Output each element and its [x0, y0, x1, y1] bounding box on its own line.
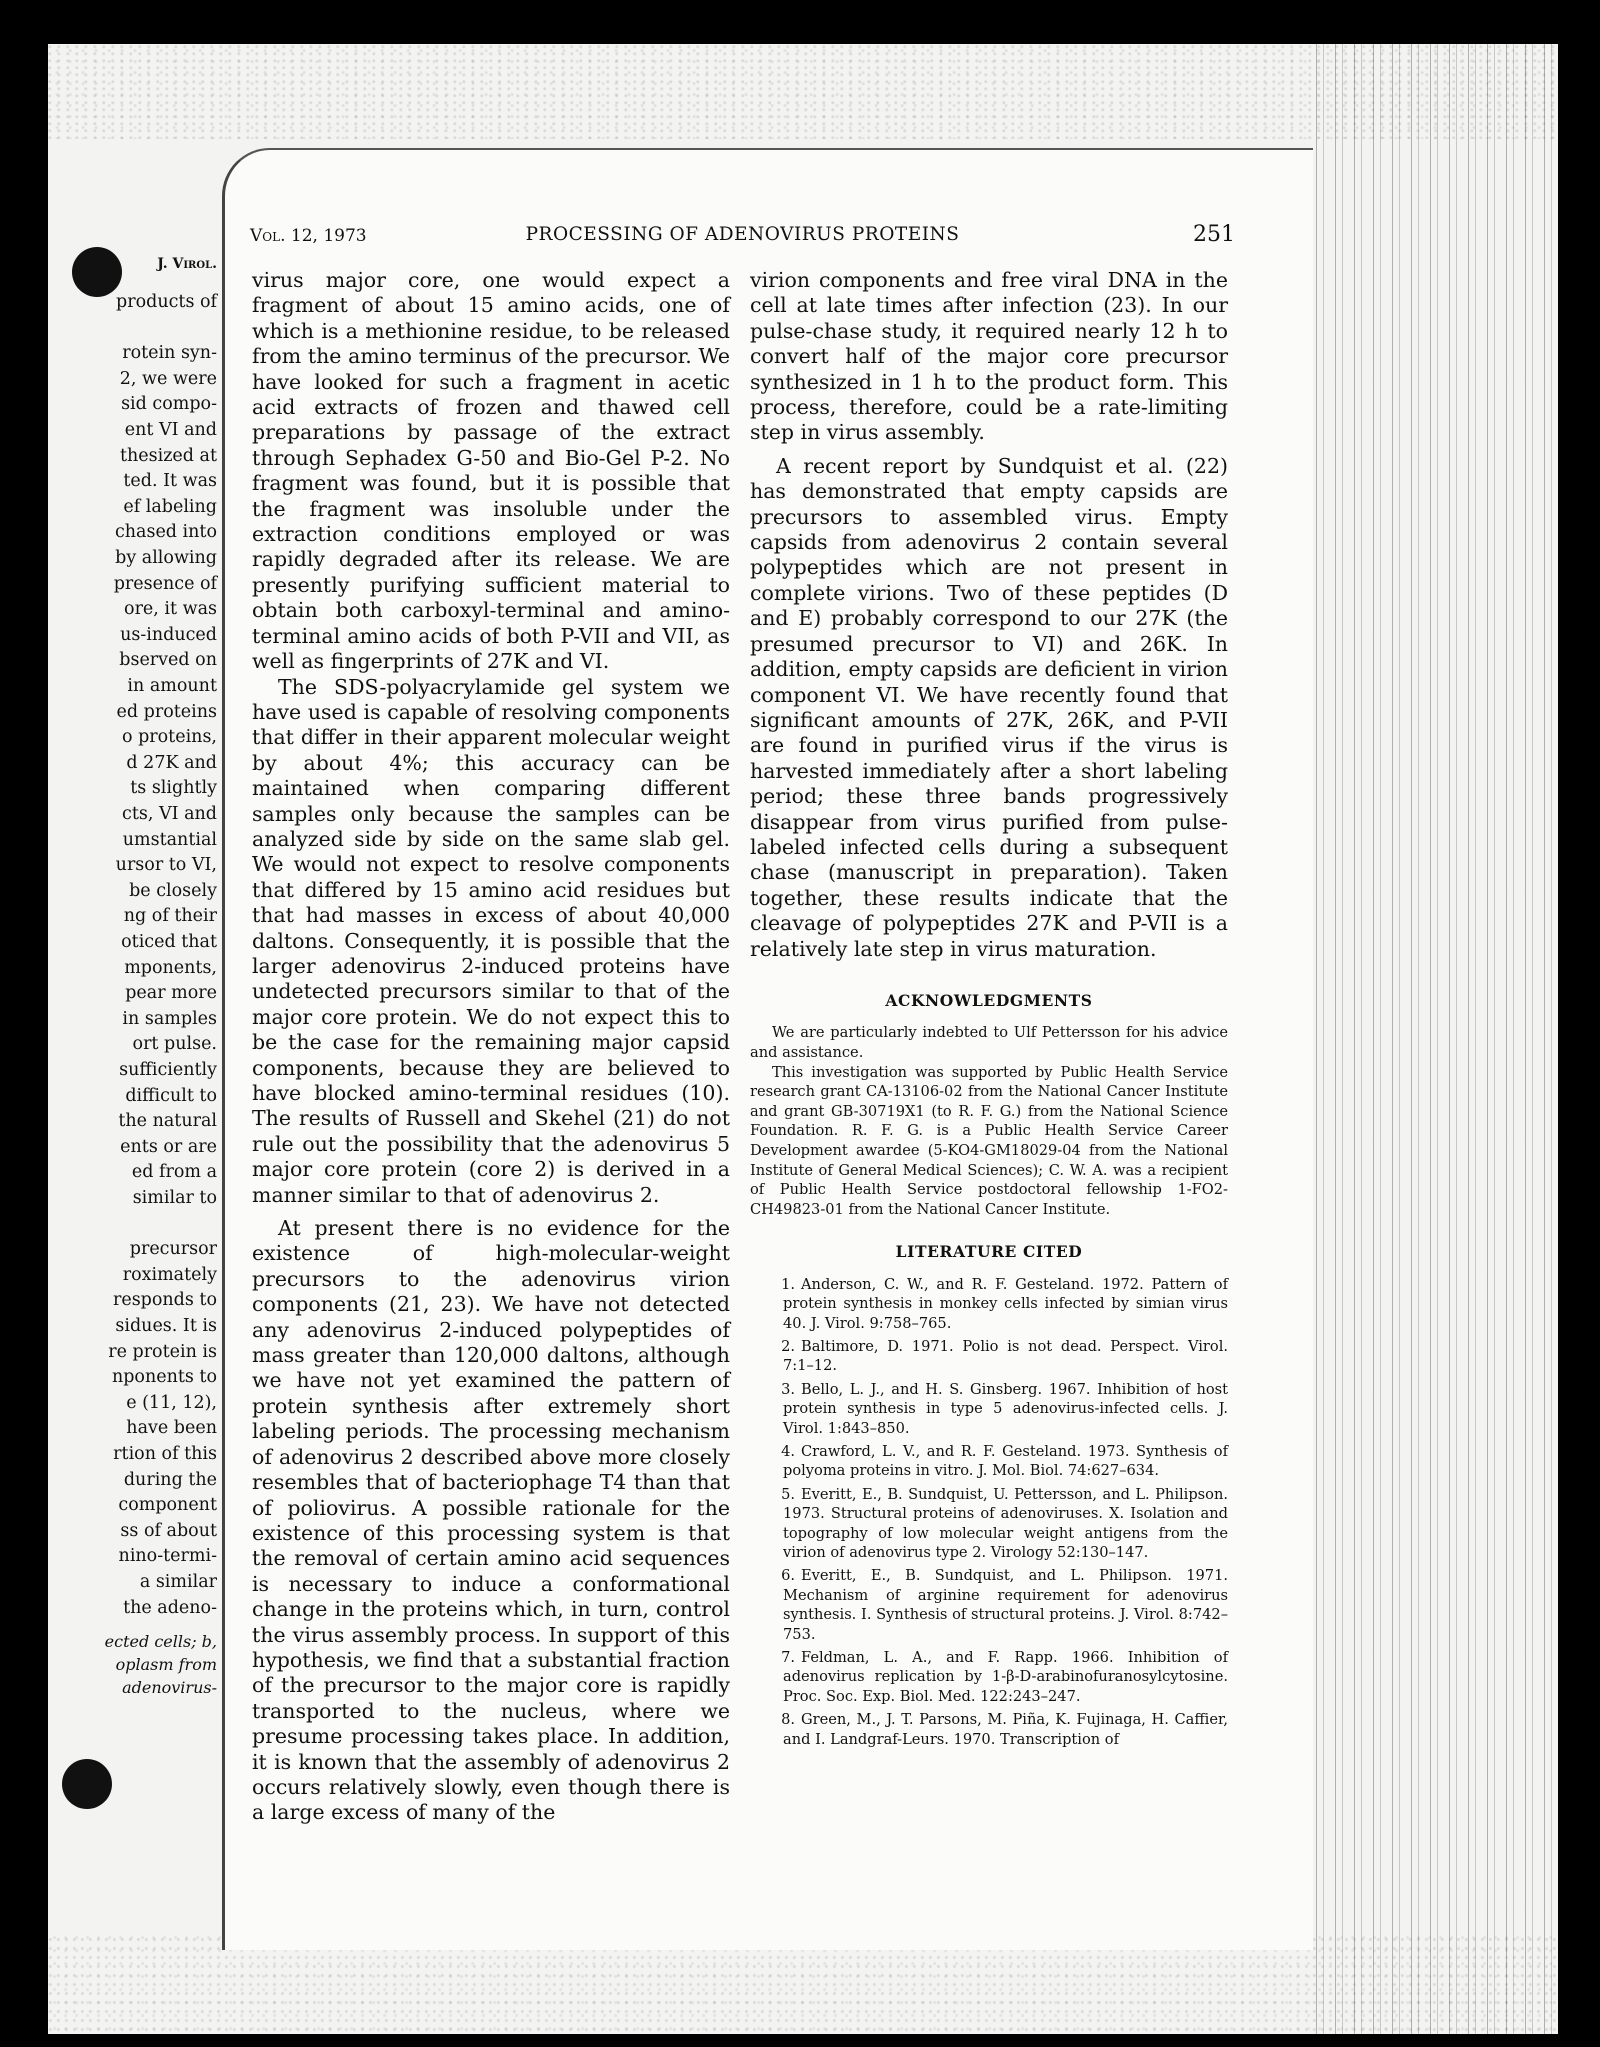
previous-page-line: o proteins, [121, 727, 217, 748]
paragraph: A recent report by Sundquist et al. (22) has demonstrated that empty capsids are precursors to assembled virus. Empty capsids from adenovirus 2 contain several polypeptides which are not present in complete virions. Two of these peptides (D and E) probably correspond to our 27K (the presumed precursor to VI) and 26K. In addition, empty capsids are deficient in virion component VI. We have recently found that significant amounts of 27K, 26K, and P-VII are found in purified virus if the virus is harvested immediately after a short labeling period; these three bands progressively disappear from virus purified from pulse-labeled infected cells during a subsequent chase (manuscript in preparation). Taken together, these results indicate that the cleavage of polypeptides 27K and P-VII is a relatively late step in virus maturation. [750, 453, 1228, 961]
previous-page-line: ss of about [120, 1520, 217, 1541]
previous-page-line: mponents, [124, 957, 217, 978]
previous-page-line: ed from a [131, 1162, 217, 1183]
previous-page-line: be closely [129, 880, 217, 901]
previous-page-caption-line: ected cells; b, [104, 1632, 217, 1652]
previous-page-line: cts, VI and [122, 804, 217, 824]
paragraph: virion components and free viral DNA in the cell at late times after infection (23). In our pulse-chase study, it required nearly 12 h to convert half of the major core precursor synthesized in 1 h to the product form. This process, therefore, could be a rate-limiting step in virus assembly. [750, 268, 1228, 445]
previous-page-line: ed proteins [116, 701, 217, 722]
previous-page-line: sid compo- [121, 394, 217, 415]
previous-page-fragment [48, 140, 223, 1910]
reference-item: 3. Bello, L. J., and H. S. Ginsberg. 1967. Inhibition of host protein synthesis in type 5 adenovirus-infected cells. J. Virol. 1:843–850. [781, 1380, 1228, 1437]
previous-page-line: umstantial [122, 829, 217, 850]
previous-page-line: in amount [127, 676, 217, 696]
previous-page-line: e (11, 12), [126, 1392, 217, 1413]
previous-page-line: presence of [113, 573, 217, 594]
reference-item: 7. Feldman, L. A., and F. Rapp. 1966. Inhibition of adenovirus replication by 1-β-D-arabinofuranosylcytosine. Proc. Soc. Exp. Biol. Med. 122:243–247. [781, 1649, 1228, 1705]
previous-page-line: ng of their [123, 906, 217, 927]
acknowledgments-heading: ACKNOWLEDGMENTS [885, 990, 1093, 1010]
previous-page-line: products of [116, 292, 217, 312]
previous-page-line: rtion of this [113, 1444, 217, 1464]
running-title: PROCESSING OF ADENOVIRUS PROTEINS [525, 224, 960, 245]
previous-page-line: have been [126, 1418, 217, 1439]
previous-page-line: component [118, 1495, 217, 1516]
paragraph: At present there is no evidence for the existence of high-molecular-weight precursors to the adenovirus virion components (21, 23). We have not detected any adenovirus 2-induced polypeptides of mass greater than 120,000 daltons, although we have not yet examined the pattern of protein synthesis after extremely short labeling periods. The processing mechanism of adenovirus 2 described above more closely resembles that of bacteriophage T4 than that of poliovirus. A possible rationale for the existence of this processing system is that the removal of certain amino acid sequences is necessary to induce a conformational change in the proteins which, in turn, control the virus assembly process. In support of this hypothesis, we find that a substantial fraction of the precursor to the major core is rapidly transported to the nucleus, where we presume processing takes place. In addition, it is known that the assembly of adenovirus 2 occurs relatively slowly, even though there is a large excess of many of the [252, 1216, 730, 1825]
reference-item: 2. Baltimore, D. 1971. Polio is not dead. Perspect. Virol. 7:1–12. [781, 1337, 1228, 1375]
page-edge-streaks [1310, 44, 1558, 2034]
acknowledgments-body [750, 1023, 1228, 1219]
previous-page-line: in samples [122, 1008, 217, 1029]
previous-page-line: sufficiently [119, 1060, 217, 1080]
previous-page-line: ort pulse. [132, 1034, 217, 1055]
reference-list [750, 1275, 1228, 1749]
acknowledgment-paragraph: This investigation was supported by Public Health Service research grant CA-13106-02 from the National Cancer Institute and grant GB-30719X1 (to R. F. G.) from the National Science Foundation. R. F. G. is a Public Health Service Career Development awardee (5-KO4-GM18029-04 from the National Institute of General Medical Sciences); C. W. A. was a recipient of Public Health Service postdoctoral fellowship 1-FO2-CH49823-01 from the National Cancer Institute. [750, 1063, 1228, 1218]
previous-page-line: chased into [114, 522, 217, 543]
running-head [250, 222, 1235, 252]
right-column [750, 268, 1228, 1753]
paragraph: virus major core, one would expect a fragment of about 15 amino acids, one of which is a methionine residue, to be released from the amino terminus of the precursor. We have looked for such a fragment in acetic acid extracts of frozen and thawed cell preparations by passage of the extract through Sephadex G-50 and Bio-Gel P-2. No fragment was found, but it is possible that the fragment was insoluble under the extraction conditions employed or was rapidly degraded after its release. We are presently purifying sufficient material to obtain both carboxyl-terminal and amino-terminal amino acids of both P-VII and VII, as well as fingerprints of 27K and VI. [252, 268, 730, 674]
previous-page-line: d 27K and [126, 752, 217, 773]
previous-page-line: by allowing [115, 548, 217, 568]
previous-page-caption-line: oplasm from [115, 1655, 217, 1675]
reference-item: 8. Green, M., J. T. Parsons, M. Piña, K. Fujinaga, H. Caffier, and I. Landgraf-Leurs. 1970. Transcription of [781, 1711, 1228, 1748]
previous-page-line: nponents to [111, 1367, 217, 1388]
previous-page-line: ore, it was [124, 599, 217, 620]
previous-page-line: oticed that [121, 932, 217, 952]
previous-page-header: J. Virol. [157, 256, 217, 272]
previous-page-line: ef labeling [123, 496, 217, 517]
previous-page-line: the natural [118, 1111, 217, 1132]
previous-page-line: sidues. It is [115, 1316, 217, 1336]
previous-page-line: re protein is [108, 1341, 217, 1362]
binder-hole-top [72, 247, 122, 297]
reference-item: 6. Everitt, E., B. Sundquist, and L. Philipson. 1971. Mechanism of arginine requirement for adenovirus synthesis. I. Synthesis of structural proteins. J. Virol. 8:742–753. [781, 1567, 1228, 1643]
previous-page-line: rotein syn- [122, 343, 217, 364]
previous-page-line: precursor [129, 1239, 217, 1260]
previous-page-line: roximately [122, 1264, 217, 1285]
previous-page-line: similar to [132, 1188, 217, 1208]
previous-page-line: ents or are [120, 1136, 217, 1157]
previous-page-line: during the [123, 1469, 217, 1490]
previous-page-line: thesized at [119, 445, 217, 466]
previous-page-caption-line: adenovirus- [122, 1678, 217, 1698]
previous-page-line: responds to [112, 1290, 217, 1311]
literature-heading: LITERATURE CITED [895, 1242, 1083, 1262]
previous-page-line: ted. It was [123, 471, 217, 492]
left-column [252, 268, 730, 1826]
previous-page-line: us-induced [120, 624, 217, 645]
previous-page-line: ursor to VI, [115, 855, 217, 876]
previous-page-line: nino-termi- [118, 1546, 217, 1567]
reference-item: 5. Everitt, E., B. Sundquist, U. Pettersson, and L. Philipson. 1973. Structural proteins of adenoviruses. X. Isolation and topography of low molecular weight antigens from the virion of adenovirus type 2. Virology 52:130–147. [781, 1485, 1228, 1561]
previous-page-line: ent VI and [124, 420, 217, 440]
paragraph: The SDS-polyacrylamide gel system we have used is capable of resolving components that differ in their apparent molecular weight by about 4%; this accuracy can be maintained when comparing different samples only because the samples can be analyzed side by side on the same slab gel. We would not expect to resolve components that differed by 15 amino acid residues but that had masses in excess of about 40,000 daltons. Consequently, it is possible that the larger adenovirus 2-induced proteins have undetected precursors similar to that of the major core protein. We do not expect this to be the case for the remaining major capsid components, because they are believed to have blocked amino-terminal residues (10). The results of Russell and Skehel (21) do not rule out the possibility that the adenovirus 5 major core protein (core 2) is derived in a manner similar to that of adenovirus 2. [252, 674, 730, 1207]
previous-page-line: a similar [139, 1572, 217, 1592]
page-number: 251 [1193, 222, 1235, 247]
previous-page-line: pear more [125, 983, 217, 1004]
binder-hole-bottom [62, 1759, 112, 1809]
previous-page-line: the adeno- [123, 1597, 217, 1618]
previous-page-line: ts slightly [130, 778, 217, 799]
acknowledgment-paragraph: We are particularly indebted to Ulf Pettersson for his advice and assistance. [750, 1024, 1228, 1061]
reference-item: 4. Crawford, L. V., and R. F. Gesteland. 1973. Synthesis of polyoma proteins in vitro. J. Mol. Biol. 74:627–634. [781, 1442, 1228, 1480]
reference-item: 1. Anderson, C. W., and R. F. Gesteland. 1972. Pattern of protein synthesis in monkey cells infected by simian virus 40. J. Virol. 9:758–765. [781, 1275, 1228, 1332]
previous-page-line: difficult to [125, 1085, 217, 1106]
previous-page-line: bserved on [119, 650, 217, 671]
volume-label: Vol. 12, 1973 [250, 226, 367, 246]
previous-page-line: 2, we were [119, 368, 217, 389]
